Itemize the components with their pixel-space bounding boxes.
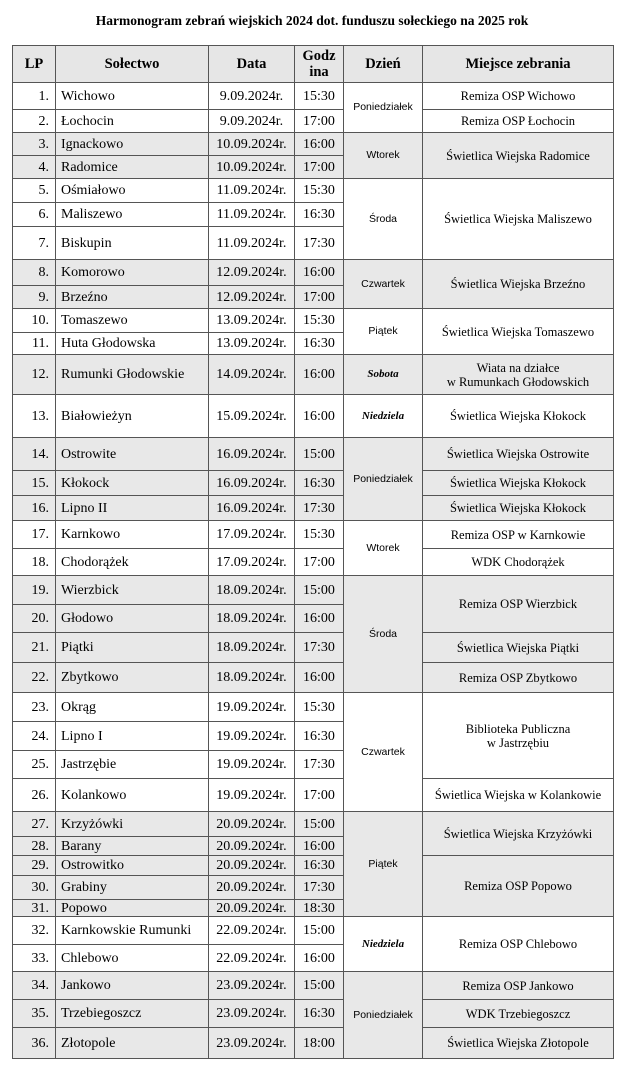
meeting-time: 15:30 [295,179,344,203]
meeting-place-line: Świetlica Wiejska Tomaszewo [441,324,595,339]
row-number: 10. [13,309,56,333]
weekday-cell: Poniedziałek [344,83,423,133]
table-row [13,309,614,333]
row-number: 35. [13,1000,56,1028]
meeting-time: 15:30 [295,83,344,110]
meeting-date: 16.09.2024r. [209,471,295,496]
meeting-date: 10.09.2024r. [209,133,295,156]
meeting-time: 17:30 [295,876,344,900]
table-row [13,1028,614,1059]
meeting-place-line: Remiza OSP Chlebowo [458,937,578,951]
village-name: Łochocin [56,110,209,133]
meeting-date: 22.09.2024r. [209,945,295,972]
village-name: Trzebiegoszcz [56,1000,209,1028]
meeting-place-cell [423,633,614,663]
meeting-place-line: Remiza OSP Zbytkowo [458,670,578,685]
meeting-date: 20.09.2024r. [209,837,295,856]
meeting-place-line: Remiza OSP Wichowo [460,89,576,103]
table-row [13,633,614,663]
meeting-place-cell [423,521,614,549]
meeting-date: 15.09.2024r. [209,395,295,438]
table-row [13,779,614,812]
meeting-time: 15:00 [295,812,344,837]
weekday-cell: Piątek [344,309,423,355]
weekday-cell: Środa [344,576,423,693]
meeting-place-line: w Rumunkach Głodowskich [446,374,590,389]
meeting-date: 17.09.2024r. [209,521,295,549]
meeting-time: 17:30 [295,751,344,779]
meeting-time: 16:30 [295,722,344,751]
table-row [13,972,614,1000]
meeting-date: 12.09.2024r. [209,260,295,286]
table-row [13,496,614,521]
meeting-time: 16:30 [295,203,344,227]
table-header-row [13,46,614,83]
meeting-place-cell [423,779,614,812]
village-name: Lipno II [56,496,209,521]
row-number: 6. [13,203,56,227]
table-row [13,133,614,156]
village-name: Huta Głodowska [56,333,209,355]
meeting-place-cell [423,917,614,972]
table-row [13,1000,614,1028]
meeting-place-line: Remiza OSP Łochocin [460,114,576,128]
meeting-place-cell [423,972,614,1000]
meeting-time: 17:30 [295,227,344,260]
meeting-date: 16.09.2024r. [209,496,295,521]
village-name: Karnkowskie Rumunki [56,917,209,945]
header-solectwo: Sołectwo [56,46,209,83]
meeting-date: 18.09.2024r. [209,663,295,693]
row-number: 19. [13,576,56,605]
village-name: Ostrowite [56,438,209,471]
meeting-place-line: Świetlica Wiejska Brzeźno [450,277,586,291]
village-name: Komorowo [56,260,209,286]
weekday-cell: Niedziela [344,917,423,972]
meeting-time: 16:30 [295,333,344,355]
meeting-place-line: w Jastrzębiu [486,735,550,750]
table-row [13,663,614,693]
village-name: Chlebowo [56,945,209,972]
meeting-place-line: Świetlica Wiejska Piątki [456,640,580,655]
meeting-time: 16:00 [295,663,344,693]
meeting-place-line: Świetlica Wiejska Krzyżówki [443,826,593,841]
meeting-place-cell [423,355,614,395]
weekday-cell: Poniedziałek [344,972,423,1059]
row-number: 15. [13,471,56,496]
row-number: 26. [13,779,56,812]
header-dzien: Dzień [344,46,423,83]
table-row [13,260,614,286]
meeting-place-line: WDK Chodorążek [471,555,565,569]
row-number: 34. [13,972,56,1000]
village-name: Popowo [56,900,209,917]
meeting-place-cell [423,693,614,779]
village-name: Chodorążek [56,549,209,576]
meeting-date: 19.09.2024r. [209,751,295,779]
village-name: Jastrzębie [56,751,209,779]
weekday-cell: Poniedziałek [344,438,423,521]
meeting-date: 10.09.2024r. [209,156,295,179]
meeting-time: 16:00 [295,837,344,856]
meeting-place-cell [423,83,614,110]
header-lp: LP [13,46,56,83]
meeting-place-cell [423,856,614,917]
row-number: 17. [13,521,56,549]
row-number: 1. [13,83,56,110]
schedule-table [12,45,614,1059]
village-name: Biskupin [56,227,209,260]
row-number: 20. [13,605,56,633]
table-row [13,549,614,576]
weekday-cell: Czwartek [344,693,423,812]
meeting-date: 11.09.2024r. [209,227,295,260]
row-number: 16. [13,496,56,521]
meeting-time: 17:30 [295,496,344,521]
meeting-place-line: Remiza OSP Popowo [464,879,572,893]
meeting-time: 16:00 [295,133,344,156]
table-row [13,576,614,605]
village-name: Grabiny [56,876,209,900]
meeting-date: 13.09.2024r. [209,309,295,333]
meeting-date: 16.09.2024r. [209,438,295,471]
row-number: 8. [13,260,56,286]
village-name: Złotopole [56,1028,209,1059]
meeting-time: 15:00 [295,972,344,1000]
village-name: Tomaszewo [56,309,209,333]
meeting-date: 18.09.2024r. [209,633,295,663]
meeting-date: 22.09.2024r. [209,917,295,945]
meeting-date: 9.09.2024r. [209,83,295,110]
meeting-place-cell [423,663,614,693]
meeting-place-line: Świetlica Wiejska Maliszewo [444,212,592,226]
village-name: Jankowo [56,972,209,1000]
meeting-place-cell [423,576,614,633]
table-row [13,693,614,722]
meeting-time: 16:00 [295,605,344,633]
meeting-time: 18:30 [295,900,344,917]
header-godzina: Godz ina [295,46,344,83]
village-name: Ignackowo [56,133,209,156]
meeting-date: 19.09.2024r. [209,722,295,751]
meeting-date: 19.09.2024r. [209,693,295,722]
village-name: Wierzbick [56,576,209,605]
village-name: Okrąg [56,693,209,722]
meeting-place-cell [423,260,614,309]
header-miejsce: Miejsce zebrania [423,46,614,83]
row-number: 7. [13,227,56,260]
village-name: Głodowo [56,605,209,633]
meeting-time: 16:00 [295,260,344,286]
meeting-place-line: Remiza OSP Wierzbick [458,597,578,611]
meeting-date: 23.09.2024r. [209,1000,295,1028]
meeting-time: 17:00 [295,286,344,309]
table-row [13,856,614,876]
meeting-place-cell [423,395,614,438]
meeting-time: 16:30 [295,1000,344,1028]
table-row [13,471,614,496]
village-name: Kolankowo [56,779,209,812]
meeting-date: 23.09.2024r. [209,972,295,1000]
row-number: 31. [13,900,56,917]
row-number: 29. [13,856,56,876]
village-name: Maliszewo [56,203,209,227]
meeting-place-cell [423,471,614,496]
meeting-time: 16:30 [295,856,344,876]
row-number: 22. [13,663,56,693]
meeting-time: 17:00 [295,156,344,179]
meeting-place-cell [423,438,614,471]
meeting-date: 18.09.2024r. [209,576,295,605]
meeting-time: 16:30 [295,471,344,496]
meeting-place-cell [423,110,614,133]
meeting-time: 17:00 [295,779,344,812]
meeting-date: 14.09.2024r. [209,355,295,395]
meeting-place-line: Biblioteka Publiczna [465,721,571,736]
meeting-time: 15:30 [295,521,344,549]
meeting-place-line: Świetlica Wiejska Złotopole [447,1036,589,1050]
meeting-place-line: Świetlica Wiejska Kłokock [449,476,587,490]
weekday-cell: Piątek [344,812,423,917]
row-number: 4. [13,156,56,179]
meeting-place-line: Świetlica Wiejska Radomice [446,148,590,163]
meeting-time: 15:00 [295,576,344,605]
row-number: 14. [13,438,56,471]
row-number: 23. [13,693,56,722]
meeting-place-line: Remiza OSP Jankowo [462,978,574,993]
row-number: 2. [13,110,56,133]
village-name: Karnkowo [56,521,209,549]
weekday-cell: Wtorek [344,521,423,576]
row-number: 32. [13,917,56,945]
meeting-date: 23.09.2024r. [209,1028,295,1059]
meeting-place-cell [423,812,614,856]
village-name: Wichowo [56,83,209,110]
meeting-time: 17:30 [295,633,344,663]
weekday-cell: Sobota [344,355,423,395]
village-name: Zbytkowo [56,663,209,693]
meeting-place-line: Świetlica Wiejska Ostrowite [446,447,590,461]
meeting-time: 15:30 [295,693,344,722]
row-number: 21. [13,633,56,663]
row-number: 5. [13,179,56,203]
table-row [13,179,614,203]
table-row [13,917,614,945]
row-number: 25. [13,751,56,779]
village-name: Brzeźno [56,286,209,309]
meeting-time: 16:00 [295,395,344,438]
meeting-place-line: WDK Trzebiegoszcz [465,1006,571,1021]
document-title: Harmonogram zebrań wiejskich 2024 dot. funduszu sołeckiego na 2025 rok [95,13,529,28]
meeting-place-cell [423,1028,614,1059]
meeting-place-line: Świetlica Wiejska Kłokock [449,501,587,515]
meeting-date: 13.09.2024r. [209,333,295,355]
meeting-place-cell [423,496,614,521]
table-row [13,83,614,110]
meeting-date: 11.09.2024r. [209,203,295,227]
meeting-date: 12.09.2024r. [209,286,295,309]
row-number: 11. [13,333,56,355]
weekday-cell: Czwartek [344,260,423,309]
meeting-place-line: Świetlica Wiejska w Kolankowie [434,788,602,802]
meeting-place-line: Świetlica Wiejska Kłokock [449,409,587,423]
village-name: Rumunki Głodowskie [56,355,209,395]
row-number: 24. [13,722,56,751]
table-row [13,438,614,471]
weekday-cell: Środa [344,179,423,260]
row-number: 33. [13,945,56,972]
meeting-time: 16:00 [295,355,344,395]
table-row [13,355,614,395]
meeting-time: 16:00 [295,945,344,972]
meeting-date: 17.09.2024r. [209,549,295,576]
village-name: Barany [56,837,209,856]
meeting-place-cell [423,549,614,576]
meeting-date: 18.09.2024r. [209,605,295,633]
meeting-date: 20.09.2024r. [209,900,295,917]
meeting-time: 17:00 [295,549,344,576]
meeting-time: 17:00 [295,110,344,133]
meeting-time: 15:00 [295,917,344,945]
village-name: Radomice [56,156,209,179]
weekday-cell: Wtorek [344,133,423,179]
row-number: 13. [13,395,56,438]
table-row [13,395,614,438]
village-name: Lipno I [56,722,209,751]
meeting-place-cell [423,179,614,260]
row-number: 12. [13,355,56,395]
meeting-date: 20.09.2024r. [209,876,295,900]
meeting-time: 18:00 [295,1028,344,1059]
meeting-time: 15:00 [295,438,344,471]
meeting-date: 20.09.2024r. [209,812,295,837]
meeting-place-cell [423,133,614,179]
meeting-date: 19.09.2024r. [209,779,295,812]
meeting-place-line: Remiza OSP w Karnkowie [450,527,586,542]
village-name: Białowieżyn [56,395,209,438]
table-row [13,521,614,549]
village-name: Krzyżówki [56,812,209,837]
row-number: 9. [13,286,56,309]
row-number: 27. [13,812,56,837]
row-number: 28. [13,837,56,856]
village-name: Ostrowitko [56,856,209,876]
village-name: Piątki [56,633,209,663]
row-number: 30. [13,876,56,900]
meeting-date: 20.09.2024r. [209,856,295,876]
village-name: Kłokock [56,471,209,496]
meeting-time: 15:30 [295,309,344,333]
meeting-place-line: Wiata na działce [476,360,560,375]
village-name: Ośmiałowo [56,179,209,203]
meeting-date: 11.09.2024r. [209,179,295,203]
table-row [13,110,614,133]
row-number: 36. [13,1028,56,1059]
meeting-place-cell [423,309,614,355]
row-number: 3. [13,133,56,156]
meeting-place-cell [423,1000,614,1028]
table-row [13,812,614,837]
row-number: 18. [13,549,56,576]
weekday-cell: Niedziela [344,395,423,438]
header-data: Data [209,46,295,83]
meeting-date: 9.09.2024r. [209,110,295,133]
